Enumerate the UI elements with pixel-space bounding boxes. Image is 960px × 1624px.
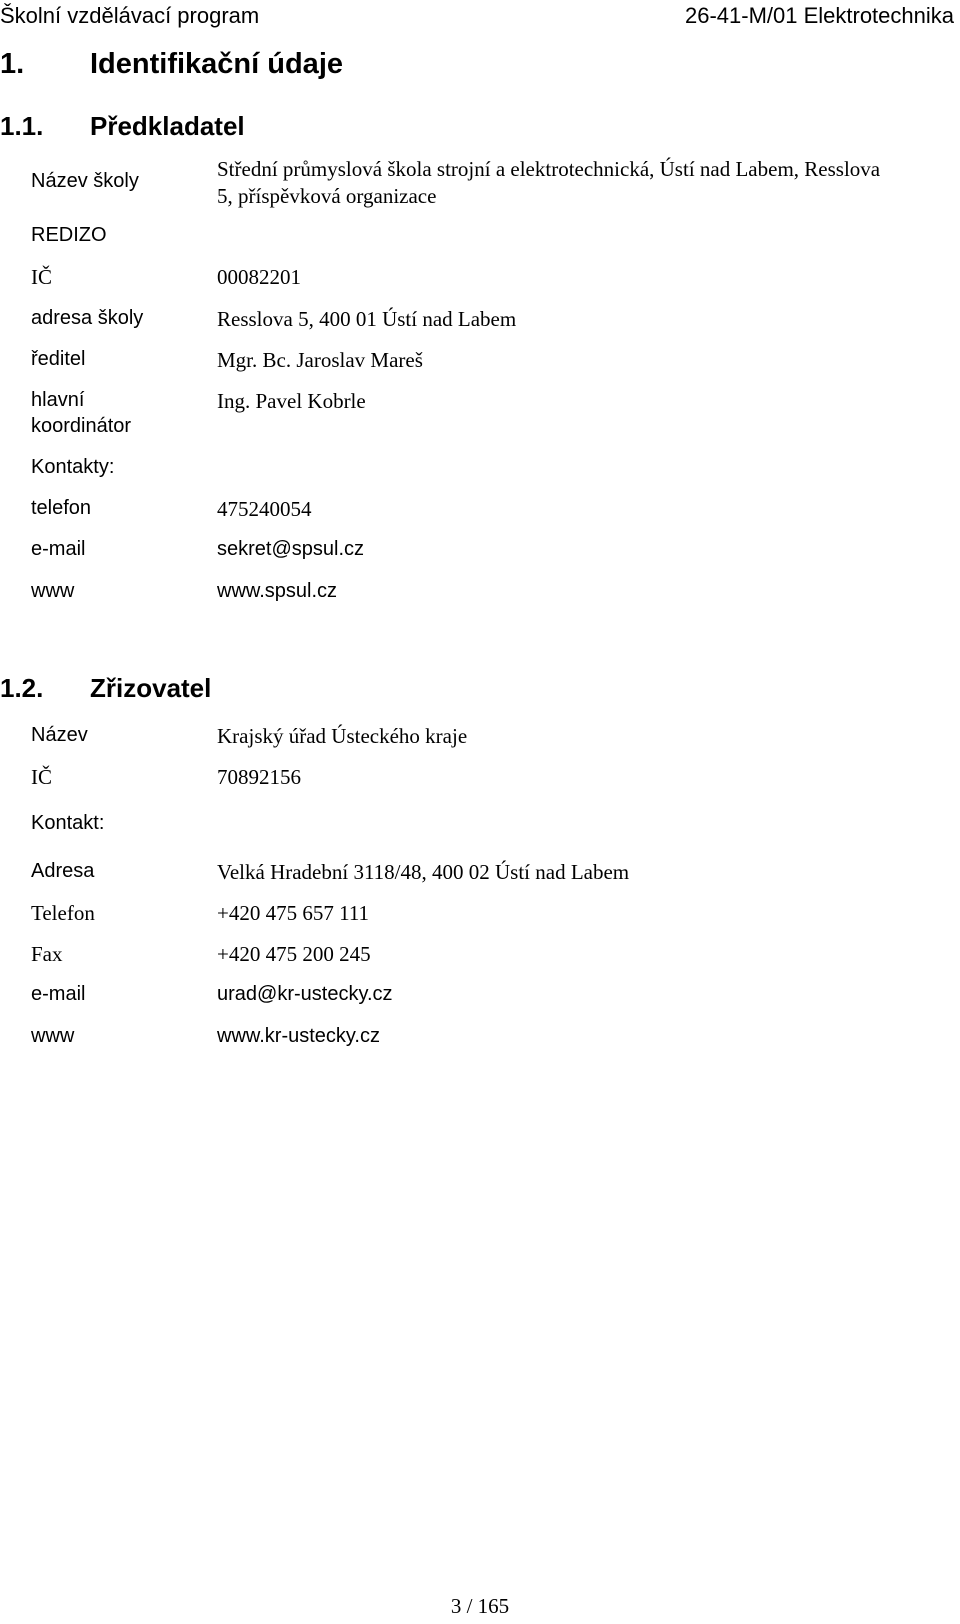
value-reditel: Mgr. Bc. Jaroslav Mareš [217, 348, 423, 372]
section-1-2-title: Zřizovatel [90, 673, 212, 703]
value-adresa: Resslova 5, 400 01 Ústí nad Labem [217, 307, 517, 331]
label-email-zrizovatel: e-mail [31, 983, 86, 1005]
value-koordinator: Ing. Pavel Kobrle [217, 389, 366, 413]
section-1-title: Identifikační údaje [90, 48, 343, 80]
label-www-zrizovatel: www [31, 1025, 75, 1047]
label-nazev-skoly: Název školy [31, 170, 139, 192]
label-redizo: REDIZO [31, 224, 107, 246]
value-nazev: Krajský úřad Ústeckého kraje [217, 724, 468, 748]
value-email: sekret@spsul.cz [217, 538, 365, 560]
label-kontakt: Kontakt: [31, 812, 105, 834]
label-reditel: ředitel [31, 348, 86, 370]
section-1-2-number: 1.2. [0, 673, 44, 703]
header-code: 26-41-M/01 Elektrotechnika [684, 3, 954, 28]
value-www-zrizovatel: www.kr-ustecky.cz [217, 1025, 380, 1047]
value-adresa-zrizovatel: Velká Hradební 3118/48, 400 02 Ústí nad Labem [217, 860, 630, 884]
value-email-zrizovatel: urad@kr-ustecky.cz [217, 983, 393, 1005]
value-telefon-zrizovatel: +420 475 657 111 [217, 901, 370, 925]
value-telefon: 475240054 [217, 497, 312, 521]
header-program: Školní vzdělávací program [0, 3, 260, 28]
label-www: www [31, 580, 75, 602]
label-adresa: adresa školy [31, 307, 144, 329]
label-ic: IČ [31, 265, 52, 289]
value-ic-zrizovatel: 70892156 [217, 765, 301, 789]
value-www: www.spsul.cz [217, 580, 338, 602]
label-ic-zrizovatel: IČ [31, 765, 52, 789]
page-number: 3 / 165 [450, 1594, 510, 1618]
value-nazev-skoly-line2: 5, příspěvková organizace [217, 184, 437, 208]
label-koordinator-line1: hlavní [31, 389, 85, 411]
label-adresa-zrizovatel: Adresa [31, 860, 95, 882]
section-1-1-title: Předkladatel [90, 111, 245, 141]
section-1-1-number: 1.1. [0, 111, 44, 141]
label-koordinator-line2: koordinátor [31, 415, 132, 437]
label-kontakty: Kontakty: [31, 456, 115, 478]
value-ic: 00082201 [217, 265, 301, 289]
label-fax: Fax [31, 942, 63, 966]
label-email: e-mail [31, 538, 86, 560]
label-nazev: Název [31, 724, 88, 746]
label-telefon-zrizovatel: Telefon [31, 901, 95, 925]
section-1-number: 1. [0, 48, 25, 80]
label-telefon: telefon [31, 497, 92, 519]
value-nazev-skoly-line1: Střední průmyslová škola strojní a elektrotechnická, Ústí nad Labem, Resslova [217, 157, 881, 181]
value-fax: +420 475 200 245 [217, 942, 371, 966]
